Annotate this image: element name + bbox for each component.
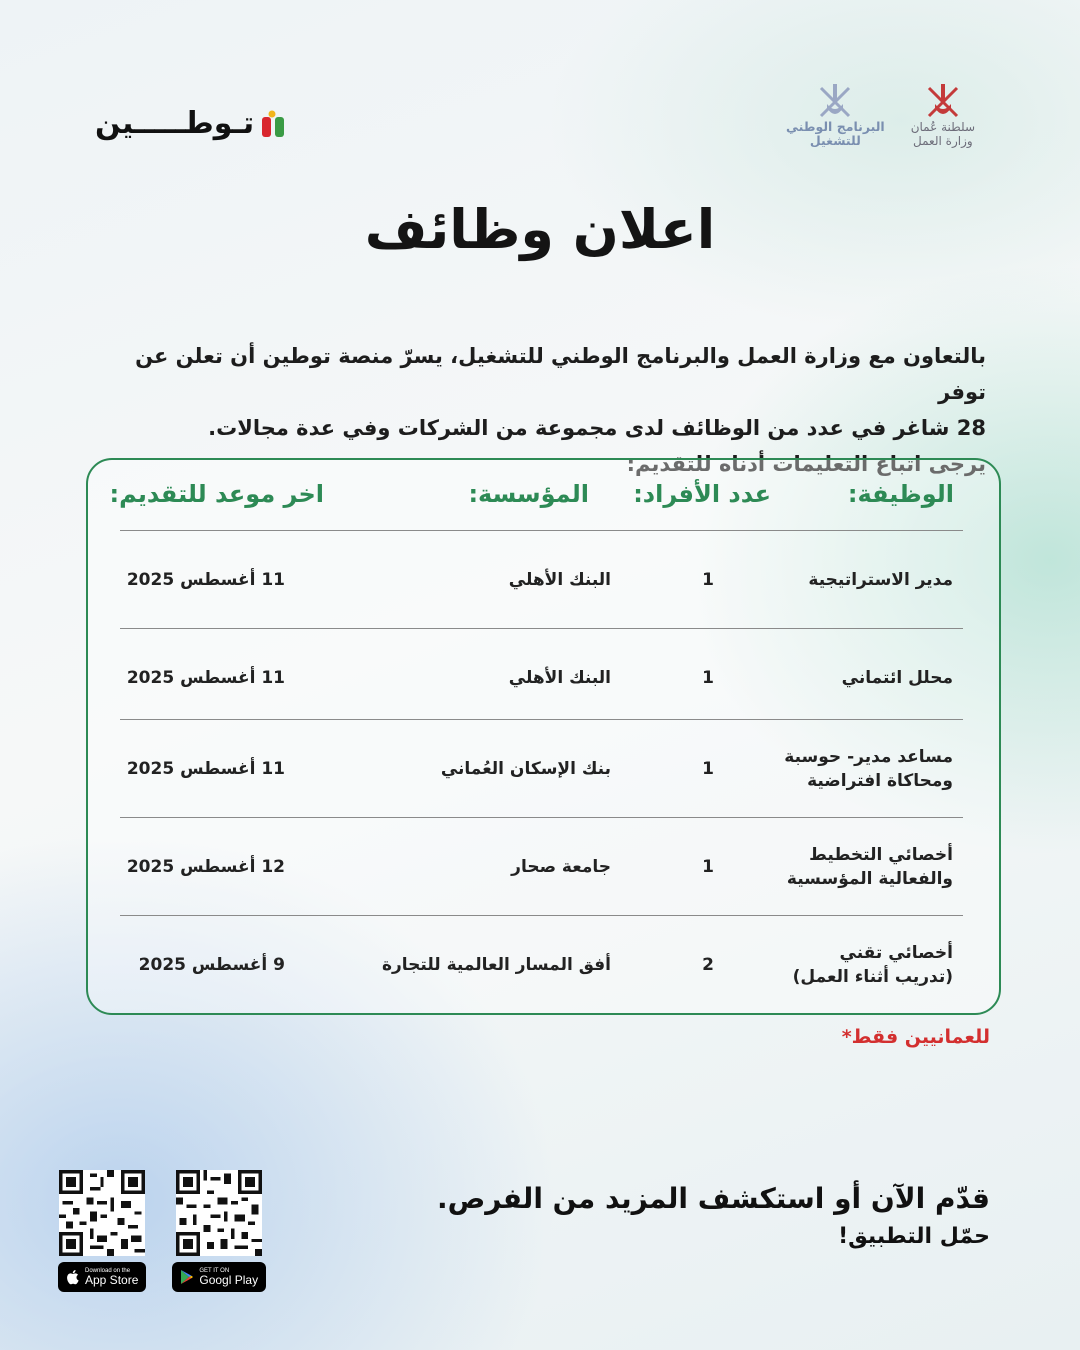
cell-job: محلل ائتماني — [841, 667, 953, 688]
header-job: الوظيفة: — [847, 480, 954, 508]
jobs-table — [86, 458, 1001, 1015]
cell-deadline: 12 أغسطس 2025 — [126, 856, 285, 877]
google-play-small: GET IT ON — [199, 1268, 230, 1274]
national-employment-program-logo — [786, 82, 885, 148]
cell-deadline: 11 أغسطس 2025 — [126, 569, 285, 590]
brand-name: تـوطـــــين — [95, 106, 255, 141]
google-play-qr-code[interactable] — [176, 1170, 262, 1256]
table-row — [120, 530, 963, 628]
app-store-download[interactable] — [58, 1170, 146, 1292]
cell-count: 1 — [702, 667, 714, 688]
header-count: عدد الأفراد: — [633, 480, 771, 508]
header-org: المؤسسة: — [468, 480, 589, 508]
intro-line-2: 28 شاغر في عدد من الوظائف لدى مجموعة من الشركات وفي عدة مجالات. — [208, 416, 986, 440]
table-row — [120, 719, 963, 817]
cta-sub-text: حمّل التطبيق! — [838, 1224, 990, 1249]
cell-org: البنك الأهلي — [508, 667, 611, 688]
table-row — [120, 628, 963, 726]
header-deadline: اخر موعد للتقديم: — [109, 480, 324, 508]
mol-caption: سلطنة عُمان وزارة العمل — [910, 120, 975, 148]
cell-org: بنك الإسكان العُماني — [440, 758, 611, 779]
table-row — [120, 817, 963, 915]
government-logos — [786, 82, 975, 148]
app-downloads — [58, 1170, 266, 1292]
table-header — [88, 480, 999, 520]
cell-count: 1 — [702, 569, 714, 590]
cell-count: 1 — [702, 758, 714, 779]
cell-org: البنك الأهلي — [508, 569, 611, 590]
google-play-big: Googl Play — [199, 1273, 259, 1287]
cell-org: جامعة صحار — [511, 856, 611, 877]
national-emblem-icon — [817, 82, 853, 120]
cell-job: أخصائي تقني (تدريب أثناء العمل) — [792, 942, 953, 987]
cell-org: أفق المسار العالمية للتجارة — [381, 954, 611, 975]
google-play-download[interactable] — [172, 1170, 266, 1292]
table-row — [120, 915, 963, 1013]
google-play-icon — [180, 1269, 194, 1285]
page-title: اعلان وظائف — [364, 198, 716, 261]
national-emblem-icon — [925, 82, 961, 120]
ntp-caption: البرنامج الوطني للتشغيل — [786, 119, 885, 148]
google-play-badge[interactable] — [172, 1262, 266, 1292]
cell-count: 2 — [702, 954, 714, 975]
app-store-badge[interactable] — [58, 1262, 146, 1292]
ministry-of-labour-logo — [911, 82, 975, 148]
call-to-action — [437, 1180, 990, 1252]
app-store-big: App Store — [85, 1273, 139, 1287]
app-store-qr-code[interactable] — [59, 1170, 145, 1256]
cell-deadline: 9 أغسطس 2025 — [138, 954, 285, 975]
intro-line-3: يرجى اتباع التعليمات أدناه للتقديم: — [626, 452, 986, 476]
tawteen-logo — [95, 106, 288, 141]
cell-deadline: 11 أغسطس 2025 — [126, 667, 285, 688]
app-store-small: Download on the — [85, 1268, 131, 1274]
cell-job: مساعد مدير- حوسبة ومحاكاة افتراضية — [784, 746, 953, 791]
cell-job: أخصائي التخطيط والفعالية المؤسسية — [786, 844, 953, 889]
cell-count: 1 — [702, 856, 714, 877]
cta-main-text: قدّم الآن أو استكشف المزيد من الفرص. — [436, 1182, 990, 1215]
tawteen-mark-icon — [260, 109, 288, 139]
omanis-only-note: للعمانيين فقط* — [841, 1026, 990, 1048]
intro-line-1: بالتعاون مع وزارة العمل والبرنامج الوطني للتشغيل، يسرّ منصة توطين أن تعلن عن توفر — [135, 344, 986, 404]
cell-deadline: 11 أغسطس 2025 — [126, 758, 285, 779]
apple-icon — [66, 1269, 80, 1285]
cell-job: مدير الاستراتيجية — [808, 569, 953, 590]
